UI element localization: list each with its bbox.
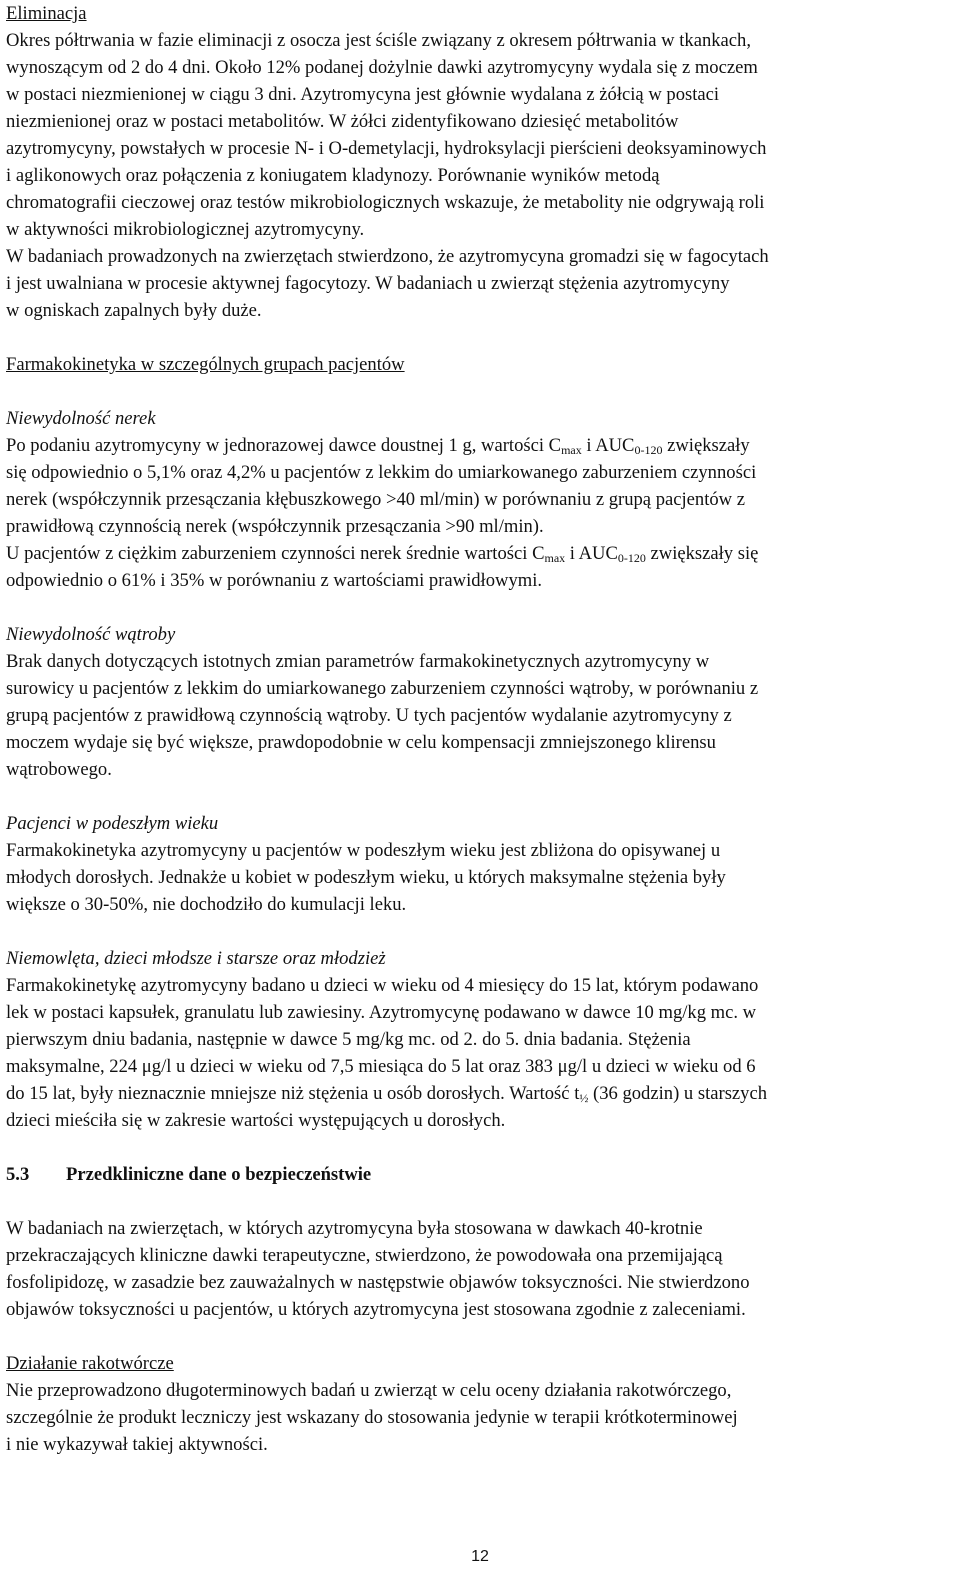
text-line: młodych dorosłych. Jednakże u kobiet w podeszłym wieku, u których maksymalne stężenia były: [6, 867, 726, 888]
liver-paragraph: [6, 648, 956, 783]
text-line: w ogniskach zapalnych były duże.: [6, 300, 262, 321]
text-line: się odpowiednio o 5,1% oraz 4,2% u pacjentów z lekkim do umiarkowanego zaburzeniem czynności: [6, 462, 757, 483]
elderly-heading: Pacjenci w podeszłym wieku: [6, 813, 219, 834]
page-number: 12: [471, 1548, 489, 1565]
section-heading: [6, 1161, 956, 1188]
text-line: Farmakokinetyka azytromycyny u pacjentów w podeszłym wieku jest zbliżona do opisywanej u: [6, 840, 721, 861]
text-line: Brak danych dotyczących istotnych zmian parametrów farmakokinetycznych azytromycyny w: [6, 651, 710, 672]
carcinogenicity-paragraph: [6, 1377, 956, 1458]
text-line: surowicy u pacjentów z lekkim do umiarkowanego zaburzeniem czynności wątroby, w porównaniu z: [6, 678, 759, 699]
text-line: fosfolipidozę, w zasadzie bez zauważalnych w następstwie objawów toksyczności. Nie stwierdzono: [6, 1272, 750, 1293]
text-line: lek w postaci kapsułek, granulatu lub zawiesiny. Azytromycynę podawano w dawce 10 mg/kg mc. w: [6, 1002, 757, 1023]
section-number: 5.3: [6, 1164, 30, 1185]
text-line: niezmienionej oraz w postaci metabolitów. W żółci zidentyfikowano dziesięć metabolitów: [6, 111, 679, 132]
preclinical-paragraph: [6, 1215, 956, 1323]
children-paragraph: [6, 972, 956, 1134]
text-line: w aktywności mikrobiologicznej azytromycyny.: [6, 219, 365, 240]
text-line: azytromycyny, powstałych w procesie N- i O-demetylacji, hydroksylacji pierścieni deoksyaminowych: [6, 138, 767, 159]
text-line: i aglikonowych oraz połączenia z koniugatem kladynozy. Porównanie wyników metodą: [6, 165, 660, 186]
text-line: i nie wykazywał takiej aktywności.: [6, 1434, 268, 1455]
text-line: przekraczających kliniczne dawki terapeutyczne, stwierdzono, że powodowała ona przemijającą: [6, 1245, 723, 1266]
text-line: prawidłową czynnością nerek (współczynnik przesączania >90 ml/min).: [6, 516, 544, 537]
text-line: chromatografii cieczowej oraz testów mikrobiologicznych wskazuje, że metabolity nie odgrywają roli: [6, 192, 765, 213]
elimination-paragraph: [6, 27, 956, 324]
text-line: W badaniach prowadzonych na zwierzętach stwierdzono, że azytromycyna gromadzi się w fagocytach: [6, 246, 769, 267]
text-line: wątrobowego.: [6, 759, 112, 780]
kidney-impairment-heading: Niewydolność nerek: [6, 408, 156, 429]
elderly-paragraph: [6, 837, 956, 918]
text-line: objawów toksyczności u pacjentów, u których azytromycyna jest stosowana zgodnie z zaleceniami.: [6, 1299, 746, 1320]
children-heading: Niemowlęta, dzieci młodsze i starsze oraz młodzież: [6, 948, 386, 969]
text-line: Farmakokinetykę azytromycyny badano u dzieci w wieku od 4 miesięcy do 15 lat, którym podawano: [6, 975, 759, 996]
text-line: maksymalne, 224 μg/l u dzieci w wieku od 7,5 miesiąca do 5 lat oraz 383 μg/l u dzieci w wieku od 6: [6, 1056, 756, 1077]
document-page: [6, 0, 956, 1458]
text-line: wynoszącym od 2 do 4 dni. Około 12% podanej dożylnie dawki azytromycyny wydala się z moczem: [6, 57, 758, 78]
elimination-heading: Eliminacja: [6, 3, 87, 24]
pk-special-groups-heading: Farmakokinetyka w szczególnych grupach pacjentów: [6, 354, 405, 375]
section-title: Przedkliniczne dane o bezpieczeństwie: [66, 1164, 372, 1185]
carcinogenicity-heading: Działanie rakotwórcze: [6, 1353, 174, 1374]
text-line: nerek (współczynnik przesączania kłębuszkowego >40 ml/min) w porównaniu z grupą pacjentów z: [6, 489, 746, 510]
text-line: i jest uwalniana w procesie aktywnej fagocytozy. W badaniach u zwierząt stężenia azytromycyny: [6, 273, 730, 294]
text-line: grupą pacjentów z prawidłową czynnością wątroby. U tych pacjentów wydalanie azytromycyny z: [6, 705, 732, 726]
text-line: do 15 lat, były nieznacznie mniejsze niż stężenia u osób dorosłych. Wartość $t_{\frac{1}{2}}$ (36 godzin) u starszych: [6, 1083, 768, 1105]
text-line: szczególnie że produkt leczniczy jest wskazany do stosowania jedynie w terapii krótkoterminowej: [6, 1407, 738, 1428]
text-line: Po podaniu azytromycyny w jednorazowej dawce doustnej 1 g, wartości $C_{max}$ i $AUC_{0-120}$ zwiększały: [6, 435, 750, 457]
kidney-paragraph: [6, 432, 956, 594]
text-line: odpowiednio o 61% i 35% w porównaniu z wartościami prawidłowymi.: [6, 570, 543, 591]
text-line: w postaci niezmienionej w ciągu 3 dni. Azytromycyna jest głównie wydalana z żółcią w postaci: [6, 84, 720, 105]
text-line: Okres półtrwania w fazie eliminacji z osocza jest ściśle związany z okresem półtrwania w tkankach,: [6, 30, 752, 51]
text-line: U pacjentów z ciężkim zaburzeniem czynności nerek średnie wartości $C_{max}$ i $AUC_{0-120}$ zwiększały się: [6, 543, 759, 565]
text-line: Nie przeprowadzono długoterminowych badań u zwierząt w celu oceny działania rakotwórczego,: [6, 1380, 732, 1401]
text-line: moczem wydaje się być większe, prawdopodobnie w celu kompensacji zmniejszonego klirensu: [6, 732, 716, 753]
text-line: W badaniach na zwierzętach, w których azytromycyna była stosowana w dawkach 40-krotnie: [6, 1218, 703, 1239]
liver-impairment-heading: Niewydolność wątroby: [6, 624, 176, 645]
text-line: większe o 30-50%, nie dochodziło do kumulacji leku.: [6, 894, 407, 915]
text-line: pierwszym dniu badania, następnie w dawce 5 mg/kg mc. od 2. do 5. dnia badania. Stężenia: [6, 1029, 691, 1050]
text-line: dzieci mieściła się w zakresie wartości występujących u dorosłych.: [6, 1110, 506, 1131]
